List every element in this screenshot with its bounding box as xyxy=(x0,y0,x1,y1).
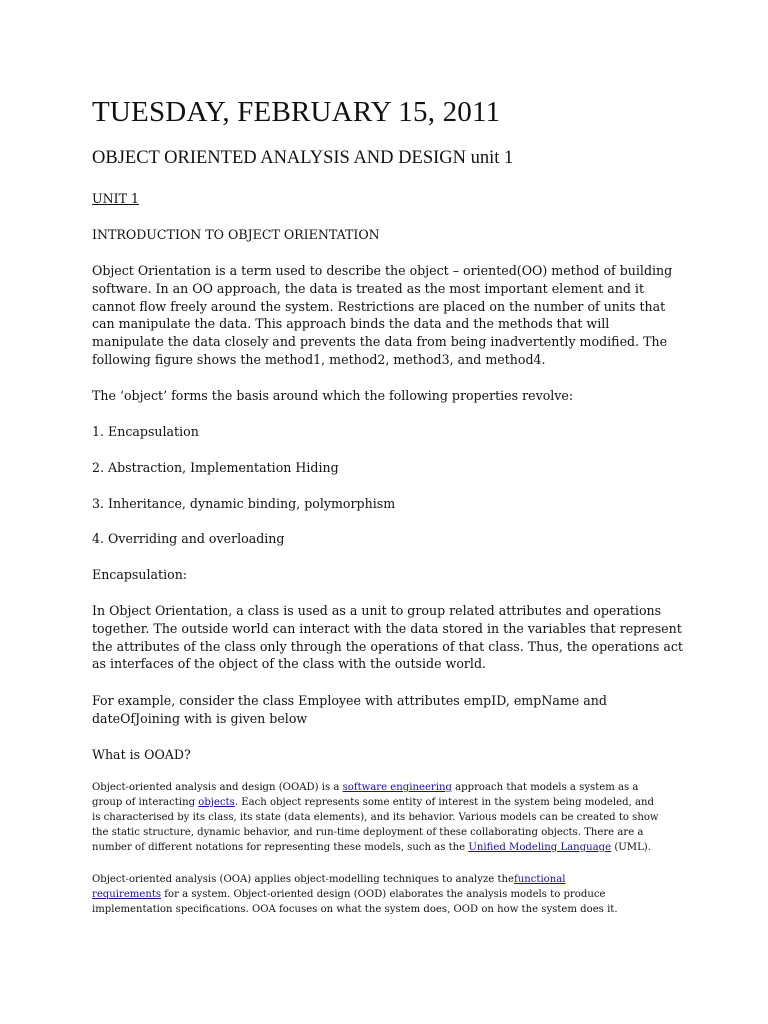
link-functional[interactable]: functional xyxy=(514,874,566,885)
encapsulation-heading: Encapsulation: xyxy=(92,567,188,582)
paragraph-line: manipulate the data closely and prevents the data from being inadvertently modified. The xyxy=(92,334,668,350)
paragraph-line: software. In an OO approach, the data is treated as the most important element and it xyxy=(92,280,645,296)
intro-paragraph xyxy=(92,262,692,369)
paragraph-line: together. The outside world can interact with the data stored in the variables that represent xyxy=(92,620,682,636)
list-item: 4. Overriding and overloading xyxy=(92,531,285,546)
paragraph-line xyxy=(92,888,702,903)
paragraph-line: dateOfJoining with is given below xyxy=(92,710,308,726)
text-run: Object-oriented analysis (OOA) applies object-modelling techniques to analyze the xyxy=(92,874,514,885)
paragraph-line: In Object Orientation, a class is used as a unit to group related attributes and operations xyxy=(92,603,662,618)
list-item: 3. Inheritance, dynamic binding, polymorphism xyxy=(92,496,396,511)
paragraph-line: Object Orientation is a term used to describe the object – oriented(OO) method of building xyxy=(92,263,673,278)
text-run: (UML). xyxy=(611,841,651,853)
text-run: for a system. Object-oriented design (OOD) elaborates the analysis models to produce xyxy=(161,888,606,900)
text-run: . Each object represents some entity of interest in the system being modeled, and xyxy=(234,796,654,808)
paragraph-line: the static structure, dynamic behavior, and run-time deployment of these collaborating objects. There are a xyxy=(92,826,644,838)
paragraph-line: can manipulate the data. This approach binds the data and the methods that will xyxy=(92,316,610,332)
text-run: number of different notations for representing these models, such as the xyxy=(92,841,469,853)
link-unified-modeling-language[interactable]: Unified Modeling Language xyxy=(468,841,612,853)
paragraph-line xyxy=(92,841,702,856)
paragraph-line: the attributes of the class only through the operations of that class. Thus, the operations act xyxy=(92,638,683,654)
example-paragraph xyxy=(92,692,692,728)
link-software-engineering[interactable]: software engineering xyxy=(342,782,452,793)
paragraph-line: cannot flow freely around the system. Restrictions are placed on the number of units that xyxy=(92,298,666,314)
intro-heading: INTRODUCTION TO OBJECT ORIENTATION xyxy=(92,227,380,242)
post-date: TUESDAY, FEBRUARY 15, 2011 xyxy=(92,96,501,128)
paragraph-line: For example, consider the class Employee with attributes empID, empName and xyxy=(92,693,607,708)
unit-heading: UNIT 1 xyxy=(92,191,140,206)
ooad-paragraph xyxy=(92,781,702,856)
text-run: Object-oriented analysis and design (OOAD) is a xyxy=(92,782,343,793)
paragraph-line xyxy=(92,781,702,796)
object-properties-intro: The ‘object’ forms the basis around which the following properties revolve: xyxy=(92,388,574,403)
list-item: 1. Encapsulation xyxy=(92,424,199,439)
paragraph-line: is characterised by its class, its state (data elements), and its behavior. Various models can be created to show xyxy=(92,811,659,823)
paragraph-line: following figure shows the method1, method2, method3, and method4. xyxy=(92,351,546,367)
ooad-heading: What is OOAD? xyxy=(92,747,191,762)
paragraph-line xyxy=(92,796,702,811)
paragraph-line: as interfaces of the object of the class with the outside world. xyxy=(92,656,487,672)
encapsulation-paragraph xyxy=(92,602,692,673)
link-requirements[interactable]: requirements xyxy=(92,888,162,900)
link-objects[interactable]: objects xyxy=(198,796,235,808)
ooa-paragraph xyxy=(92,873,702,918)
text-run: group of interacting xyxy=(92,796,199,808)
text-run: approach that models a system as a xyxy=(451,782,639,793)
paragraph-line xyxy=(92,873,702,888)
post-title: OBJECT ORIENTED ANALYSIS AND DESIGN unit 1 xyxy=(92,148,514,168)
paragraph-line: implementation specifications. OOA focuses on what the system does, OOD on how the system does it. xyxy=(92,903,618,915)
list-item: 2. Abstraction, Implementation Hiding xyxy=(92,460,339,475)
